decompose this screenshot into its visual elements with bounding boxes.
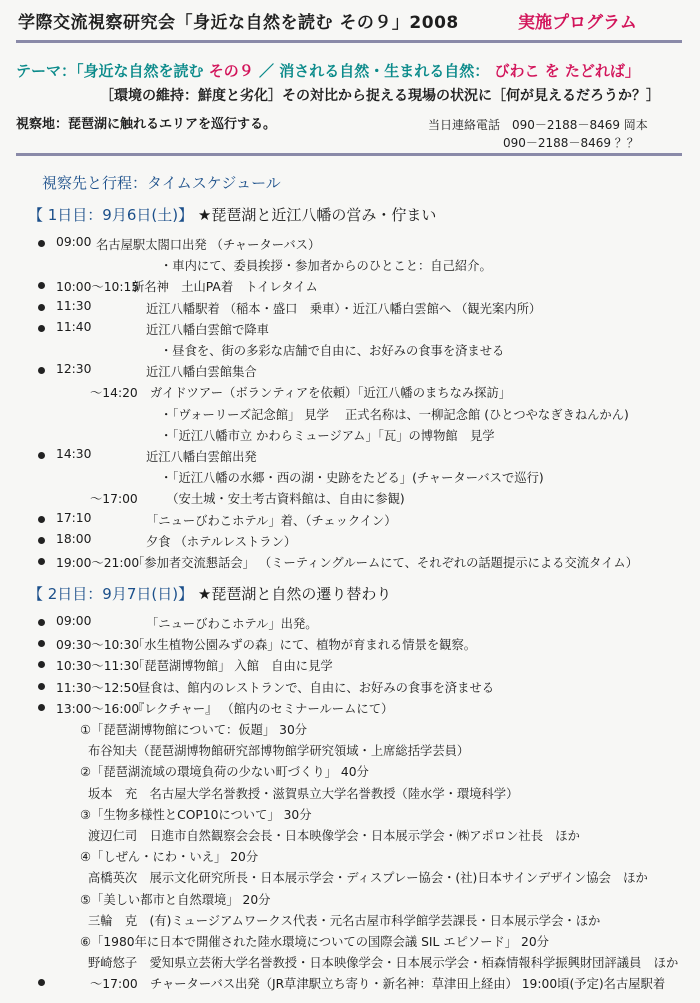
bullet-icon bbox=[38, 516, 45, 523]
schedule-time: 17:10 bbox=[56, 510, 92, 525]
schedule-time: 14:30 bbox=[56, 447, 92, 461]
bullet-icon bbox=[38, 452, 45, 459]
schedule-desc: ②「琵琶湖流域の環境負荷の少ない町づくり」 40分 bbox=[80, 765, 369, 780]
schedule-desc: 高橋英次 展示文化研究所長・日本展示学会・ディスプレー協会・(社)日本サインデザイン協会 ほか bbox=[88, 871, 648, 886]
schedule-time: 19:00～21:00 bbox=[56, 556, 140, 570]
bullet-icon bbox=[38, 558, 45, 565]
theme-number: その９ bbox=[208, 62, 254, 80]
page-title-tail: 実施プログラム bbox=[518, 13, 637, 33]
bullet-icon bbox=[38, 282, 45, 289]
day1-title: ★琵琶湖と近江八幡の営み・佇まい bbox=[197, 206, 437, 224]
schedule-desc: 『レクチャー』 （館内のセミナールームにて） bbox=[132, 701, 394, 716]
site-line: 視察地：琵琶湖に触れるエリアを巡行する。 bbox=[16, 117, 277, 132]
schedule-time: 09:00 bbox=[56, 614, 92, 628]
schedule-desc: 布谷知夫（琵琶湖博物館研究部博物館学研究領域・上席総括学芸員） bbox=[88, 744, 470, 759]
theme-line bbox=[16, 60, 640, 81]
schedule-desc: 夕食 （ホテルレストラン） bbox=[146, 534, 297, 549]
bullet-icon bbox=[38, 704, 45, 711]
schedule-desc: ～17:00 （安土城・安土考古資料館は、自由に参観) bbox=[90, 492, 405, 507]
schedule-desc: 坂本 充 名古屋大学名誉教授・滋賀県立大学名誉教授（陸水学・環境科学） bbox=[88, 786, 519, 801]
day1-heading bbox=[28, 204, 436, 225]
schedule-time: 18:00 bbox=[56, 531, 92, 546]
schedule-desc: 近江八幡白雲館出発 bbox=[146, 450, 257, 464]
bullet-icon bbox=[38, 325, 45, 332]
schedule-desc: ④「しぜん・にわ・いえ」 20分 bbox=[80, 850, 259, 865]
schedule-heading: 視察先と行程：タイムスケジュール bbox=[42, 174, 281, 192]
schedule-desc: 新名神 土山PA着 トイレタイム bbox=[132, 280, 318, 295]
page-title: 学際交流視察研究会「身近な自然を読む その９」2008 bbox=[18, 13, 459, 33]
schedule-time: 11:30～12:50 bbox=[56, 680, 140, 695]
bullet-icon bbox=[38, 619, 45, 626]
bullet-icon bbox=[38, 979, 45, 986]
schedule-desc: ③「生物多様性とCOP10について」 30分 bbox=[80, 807, 312, 822]
schedule-desc: 「参加者交流懇話会」 （ミーティングルームにて、それぞれの話題提示による交流タイム） bbox=[132, 556, 638, 570]
day2-heading bbox=[28, 583, 391, 604]
bullet-icon bbox=[38, 683, 45, 690]
bullet-icon bbox=[38, 537, 45, 544]
schedule-desc: 渡辺仁司 日進市自然観察会会長・日本映像学会・日本展示学会・㈱アポロン社長 ほか bbox=[88, 829, 580, 843]
bullet-icon bbox=[38, 240, 45, 247]
schedule-desc: ・「近江八幡の水郷・西の湖・史跡をたどる」(チャーターバスで巡行) bbox=[160, 471, 544, 486]
subtheme-line: ［環境の維持：鮮度と劣化］その対比から捉える現場の状況に［何が見えるだろうか？］ bbox=[100, 88, 660, 104]
schedule-time: 11:30 bbox=[56, 298, 92, 313]
schedule-time: 12:30 bbox=[56, 362, 92, 377]
bullet-icon bbox=[38, 304, 45, 311]
schedule-desc: 野崎悠子 愛知県立芸術大学名誉教授・日本映像学会・日本展示学会・栢森情報科学振興財団評議員 ほか bbox=[88, 956, 679, 971]
schedule-desc: ・昼食を、街の多彩な店舗で自由に、お好みの食事を済ませる bbox=[160, 344, 505, 358]
schedule-desc: ・車内にて、委員挨拶・参加者からのひとこと：自己紹介。 bbox=[160, 259, 492, 274]
day2-title: ★琵琶湖と自然の遷り替わり bbox=[197, 585, 392, 603]
schedule-desc: 近江八幡白雲館集合 bbox=[146, 365, 257, 380]
bullet-icon bbox=[38, 367, 45, 374]
schedule-desc: ⑥「1980年に日本で開催された陸水環境についての国際会議 SIL エピソード」 20分 bbox=[80, 935, 549, 949]
top-rule bbox=[16, 40, 682, 43]
schedule-time: 09:00 bbox=[56, 235, 92, 249]
schedule-desc: 近江八幡白雲館で降車 bbox=[146, 322, 269, 337]
schedule-desc: 三輪 克 (有)ミュージアムワークス代表・元名古屋市科学館学芸課長・日本展示学会・ほか bbox=[88, 913, 601, 928]
schedule-time: 13:00～16:00 bbox=[56, 701, 140, 716]
theme-tail: びわこ を たどれば」 bbox=[494, 62, 640, 80]
bullet-icon bbox=[38, 640, 45, 647]
schedule-desc: ・「ヴォーリーズ記念館」 見学 正式名称は、一柳記念館 (ひとつやなぎきねんかん) bbox=[160, 407, 629, 422]
schedule-desc: 近江八幡駅着 （稲本・盛口 乗車）・近江八幡白雲館へ （観光案内所） bbox=[146, 301, 542, 316]
schedule-desc: 「ニューびわこホテル」着、（チェックイン） bbox=[146, 513, 397, 528]
schedule-desc: ①「琵琶湖博物館について：仮題」 30分 bbox=[80, 723, 308, 737]
schedule-desc: 「ニューびわこホテル」出発。 bbox=[146, 617, 318, 631]
schedule-time: 10:00～10:15 bbox=[56, 280, 140, 295]
theme-prefix: テーマ：「身近な自然を読む bbox=[16, 62, 204, 80]
theme-separator: ／ 消される自然・生まれる自然： bbox=[259, 62, 490, 80]
schedule-desc: ～14:20 ガイドツアー（ボランティアを依頼）「近江八幡のまちなみ探訪」 bbox=[90, 386, 512, 401]
day1-date: 【 1日目：9月6日(土)】 bbox=[28, 206, 194, 224]
schedule-desc: ・「近江八幡市立 かわらミュージアム」「瓦」の博物館 見学 bbox=[160, 428, 495, 443]
schedule-time: 09:30～10:30 bbox=[56, 638, 140, 653]
schedule-desc: 名古屋駅太閤口出発 （チャーターバス） bbox=[96, 238, 321, 252]
schedule-time: 11:40 bbox=[56, 319, 92, 334]
schedule-desc: 昼食は、館内のレストランで、自由に、お好みの食事を済ませる bbox=[138, 680, 494, 695]
bullet-icon bbox=[38, 661, 45, 668]
schedule-desc: ⑤「美しい都市と自然環境」 20分 bbox=[80, 892, 271, 907]
schedule-desc: 「水生植物公園みずの森」にて、植物が育まれる情景を観察。 bbox=[132, 638, 477, 653]
contact-line-2: 090－2188－8469 ？？ bbox=[503, 136, 639, 150]
mid-rule bbox=[16, 153, 682, 156]
schedule-time: 10:30～11:30 bbox=[56, 659, 140, 674]
schedule-desc: ～17:00 チャーターバス出発（JR草津駅立ち寄り・新名神：草津田上経由） 19:00頃(予定)名古屋駅着 bbox=[90, 977, 666, 992]
schedule-desc: 「琵琶湖博物館」 入館 自由に見学 bbox=[132, 659, 333, 674]
contact-line-1: 当日連絡電話 090－2188－8469 岡本 bbox=[428, 118, 648, 132]
day2-date: 【 2日目：9月7日(日)】 bbox=[28, 585, 194, 603]
